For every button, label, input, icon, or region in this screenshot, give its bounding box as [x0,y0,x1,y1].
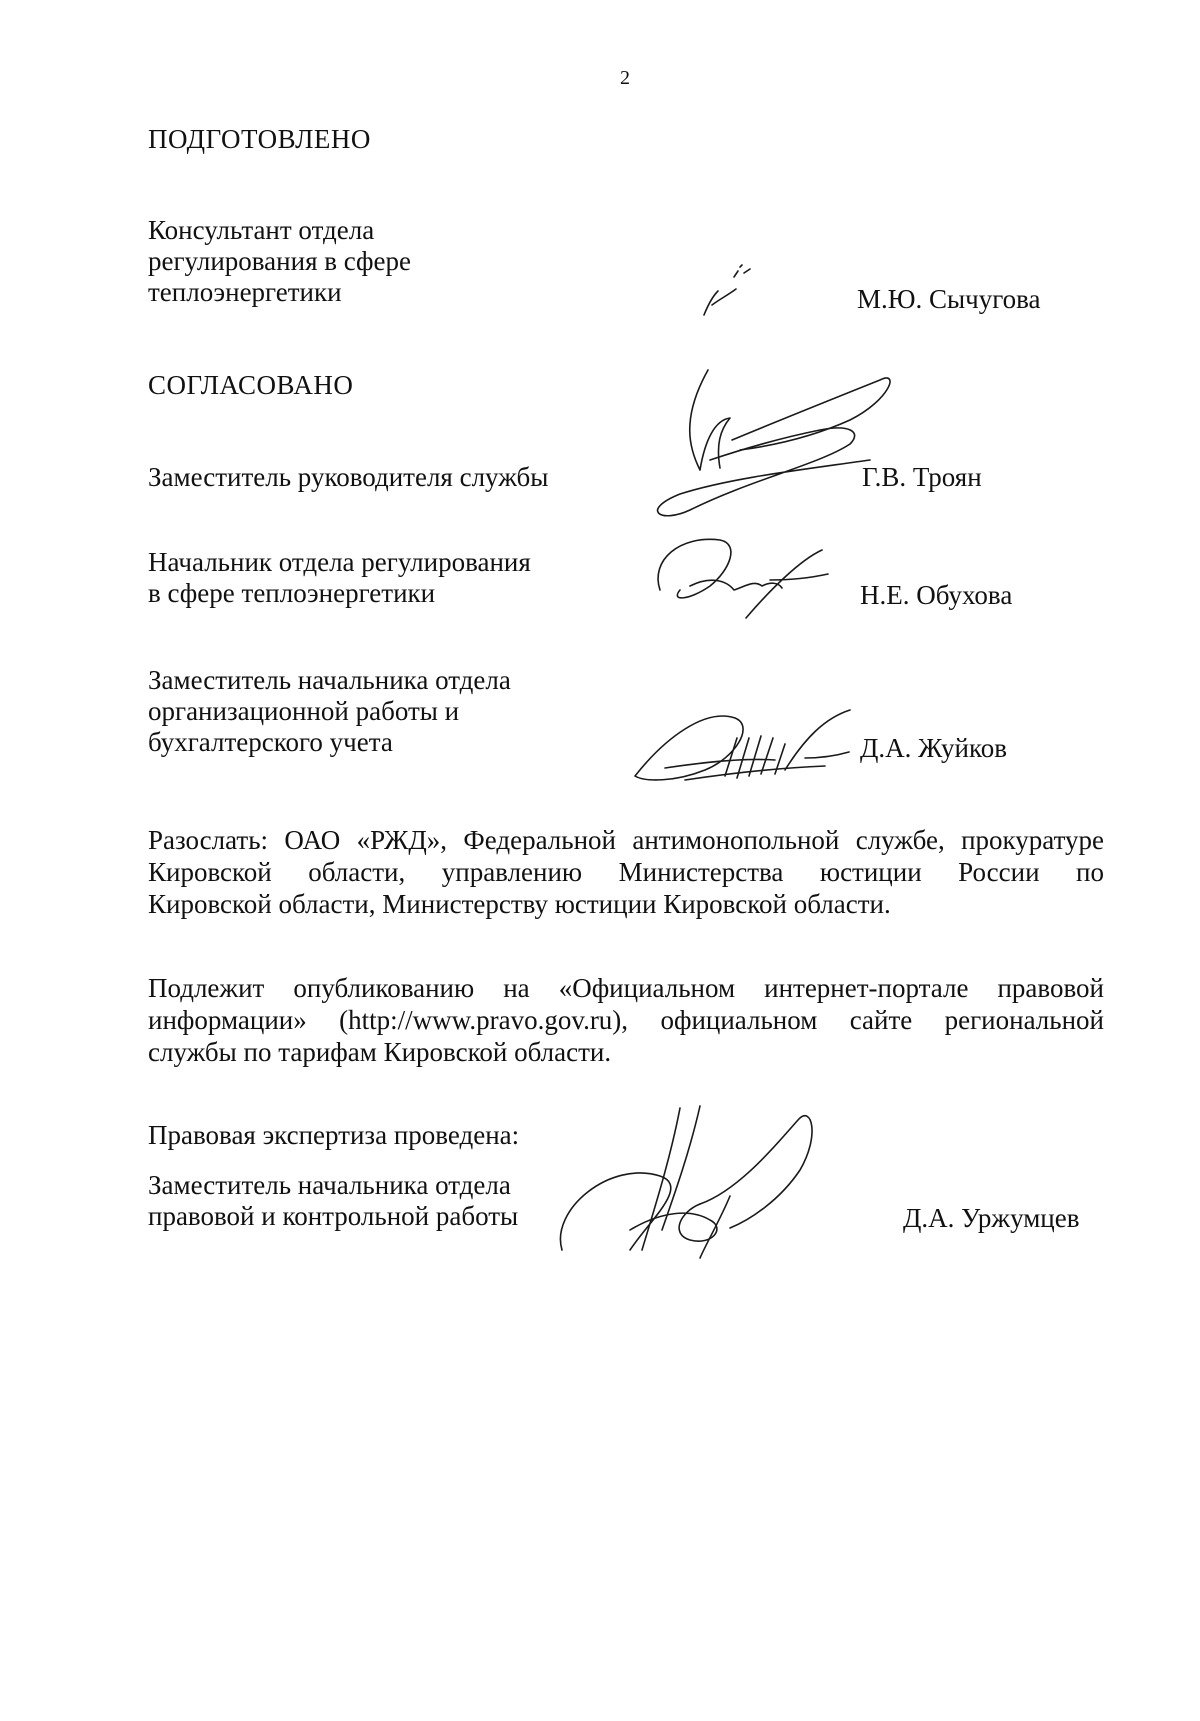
signatory-name: Д.А. Жуйков [860,733,1007,763]
signatory-name: Н.Е. Обухова [860,580,1013,610]
publication-line: информации» (http://www.pravo.gov.ru), официальном сайте региональной [148,1005,1104,1035]
prepared-heading: ПОДГОТОВЛЕНО [148,124,371,154]
signatory-position [148,665,511,758]
signatory-position [148,547,531,609]
distribution-line: Кировской области, Министерству юстиции Кировской области. [148,889,891,919]
legal-review-label: Правовая экспертиза проведена: [148,1120,520,1150]
legal-review-position [148,1170,518,1232]
prepared-position-line: теплоэнергетики [148,277,342,307]
prepared-position-line: регулирования в сфере [148,246,412,276]
distribution-line: Разослать: ОАО «РЖД», Федеральной антимонопольной службе, прокуратуре [148,825,1104,855]
signatory-position-line: бухгалтерского учета [148,727,393,757]
prepared-position [148,215,411,308]
signatory-position: Заместитель руководителя службы [148,462,549,492]
signatory-position-line: в сфере теплоэнергетики [148,578,436,608]
signature-urzhumtsev [550,1100,840,1260]
signature-obukhova [650,530,830,625]
publication-paragraph [148,972,1104,1068]
agreed-heading: СОГЛАСОВАНО [148,370,354,400]
distribution-line: Кировской области, управлению Министерства юстиции России по [148,857,1104,887]
legal-review-name: Д.А. Уржумцев [903,1203,1080,1233]
legal-review-position-line: правовой и контрольной работы [148,1201,519,1231]
signature-sychugova [690,255,760,325]
prepared-name: М.Ю. Сычугова [857,284,1041,314]
distribution-paragraph [148,824,1104,920]
signatory-name: Г.В. Троян [862,462,982,492]
page-number: 2 [620,67,630,89]
signature-zhuikov [625,698,855,798]
signatory-position-line: организационной работы и [148,696,460,726]
signatory-position-line: Начальник отдела регулирования [148,547,531,577]
prepared-position-line: Консультант отдела [148,215,375,245]
signature-troyan [650,360,900,530]
legal-review-position-line: Заместитель начальника отдела [148,1170,511,1200]
publication-line: Подлежит опубликованию на «Официальном интернет-портале правовой [148,973,1104,1003]
signatory-position-line: Заместитель начальника отдела [148,665,511,695]
publication-line: службы по тарифам Кировской области. [148,1037,612,1067]
